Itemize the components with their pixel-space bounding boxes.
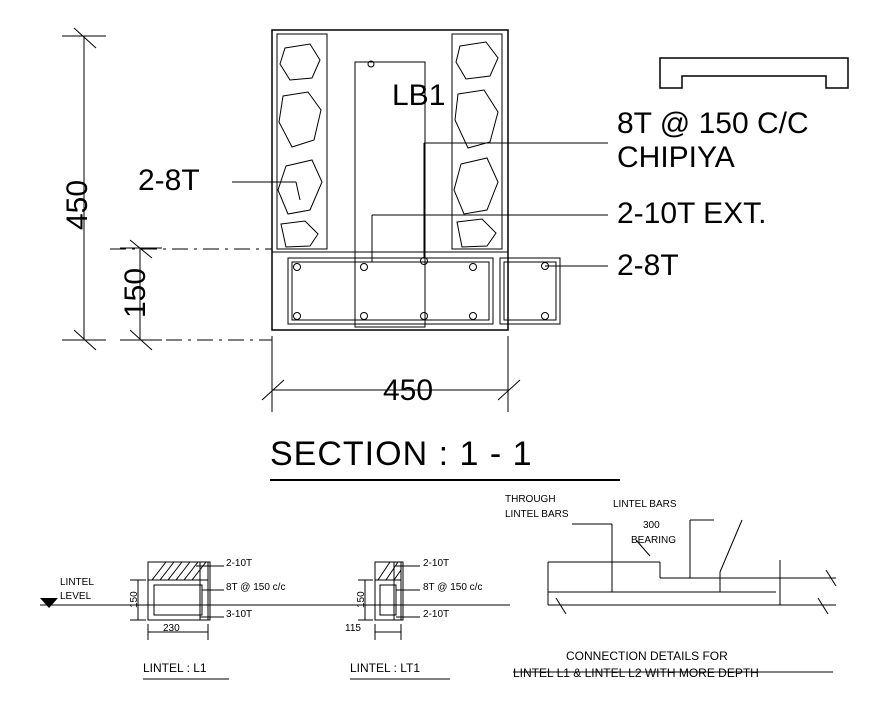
lt1-caption: LINTEL : LT1 <box>350 661 421 675</box>
callout-left-2-8t: 2-8T <box>138 164 200 197</box>
callout-right-2-8t: 2-8T <box>617 249 679 282</box>
lt1-note-bottom: 2-10T <box>423 609 450 620</box>
callout-chipiya: CHIPIYA <box>617 141 735 174</box>
callout-leaders <box>232 143 608 266</box>
lt1-width-label: 115 <box>345 623 361 634</box>
connection-caption-line2: LINTEL L1 & LINTEL L2 WITH MORE DEPTH <box>513 666 759 680</box>
lt1-note-top: 2-10T <box>423 558 450 569</box>
bearing-value: 300 <box>643 520 660 531</box>
lt1-depth-label: 150 <box>356 591 367 608</box>
connection-caption-line1: CONNECTION DETAILS FOR <box>566 649 728 663</box>
masonry-infill-left <box>278 44 322 247</box>
callout-2-10t-ext: 2-10T EXT. <box>617 197 767 230</box>
l1-caption: LINTEL : L1 <box>143 661 207 675</box>
callout-8t-150-cc: 8T @ 150 C/C <box>617 107 809 140</box>
section-title: SECTION : 1 - 1 <box>270 435 533 473</box>
l1-width-label: 230 <box>163 623 180 634</box>
l1-note-bottom: 3-10T <box>226 609 253 620</box>
dim-height-450-label: 450 <box>61 179 94 230</box>
dim-width-450-label: 450 <box>383 374 434 407</box>
connection-detail-geometry <box>548 520 836 614</box>
level-marker <box>40 598 58 608</box>
l1-depth-label: 150 <box>129 591 140 608</box>
note-through-line1: THROUGH <box>505 494 556 505</box>
note-lintel-bars: LINTEL BARS <box>613 499 677 510</box>
bearing-label: BEARING <box>631 535 677 546</box>
lt1-note-stirrup: 8T @ 150 c/c <box>423 582 483 593</box>
main-section-outline <box>272 30 508 330</box>
beam-icon <box>660 58 848 88</box>
lintel-level-line2: LEVEL <box>60 591 92 602</box>
lintel-level-line1: LINTEL <box>60 577 94 588</box>
masonry-infill-right <box>454 42 498 247</box>
l1-note-top: 2-10T <box>226 558 253 569</box>
lower-cage-extension <box>500 258 560 324</box>
beam-tag-label: LB1 <box>392 79 446 112</box>
l1-note-stirrup: 8T @ 150 c/c <box>226 582 286 593</box>
dim-height-150-label: 150 <box>119 267 152 318</box>
note-through-line2: LINTEL BARS <box>505 509 569 520</box>
